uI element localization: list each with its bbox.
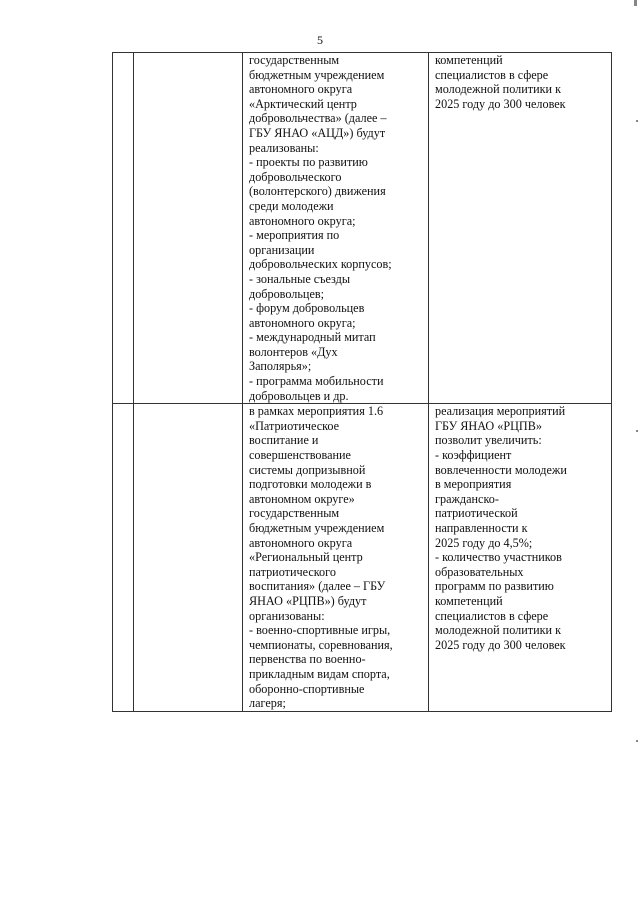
text-line: вовлеченности молодежи: [435, 462, 567, 477]
text-line: позволит увеличить:: [435, 433, 542, 448]
text-line: автономного округа;: [249, 213, 356, 228]
table-row: [113, 53, 612, 404]
text-line: автономном округе»: [249, 491, 355, 506]
text-line: - программа мобильности: [249, 374, 384, 389]
text-line: компетенций: [435, 593, 503, 608]
text-line: - количество участников: [435, 550, 562, 565]
text-line: - военно-спортивные игры,: [249, 623, 391, 638]
text-line: специалистов в сфере: [435, 608, 549, 623]
activity-text: [243, 53, 428, 403]
text-line: ГБУ ЯНАО «РЦПВ»: [435, 418, 542, 433]
page-number: 5: [317, 33, 323, 47]
text-line: программ по развитию: [435, 579, 554, 594]
text-line: Заполярья»;: [249, 359, 312, 374]
text-line: подготовки молодежи в: [249, 477, 372, 492]
text-line: добровольцев и др.: [249, 388, 349, 403]
text-line: организации: [249, 242, 315, 257]
text-line: «Патриотическое: [249, 418, 340, 433]
text-line: - зональные съезды: [249, 271, 351, 286]
text-line: воспитания» (далее – ГБУ: [249, 579, 386, 594]
text-line: патриотической: [435, 506, 518, 521]
scan-artifact: [636, 740, 638, 742]
text-line: добровольцев;: [249, 286, 324, 301]
text-line: гражданско-: [435, 491, 499, 506]
row-number-cell: [113, 404, 134, 711]
text-line: - проекты по развитию: [249, 155, 368, 170]
text-line: компетенций: [435, 53, 503, 67]
text-line: направленности к: [435, 521, 528, 535]
text-line: добровольческих корпусов;: [249, 257, 392, 272]
scan-artifact: [636, 430, 638, 432]
text-line: реализованы:: [249, 140, 319, 155]
text-line: государственным: [249, 506, 340, 521]
text-line: прикладным видам спорта,: [249, 666, 390, 681]
text-line: в мероприятия: [435, 477, 512, 492]
scan-artifact: [636, 120, 638, 122]
text-line: - международный митап: [249, 330, 376, 345]
text-line: волонтеров «Дух: [249, 344, 338, 359]
text-line: 2025 году до 300 человек: [435, 96, 566, 111]
task-cell: [134, 53, 243, 404]
result-text: [429, 53, 611, 111]
text-line: молодежной политики к: [435, 623, 562, 638]
text-line: «Региональный центр: [249, 550, 363, 565]
text-line: образовательных: [435, 564, 524, 579]
text-line: бюджетным учреждением: [249, 67, 385, 82]
program-table: [112, 52, 612, 712]
text-line: автономного округа: [249, 535, 353, 550]
scan-artifact: [634, 0, 637, 6]
text-line: оборонно-спортивные: [249, 681, 365, 696]
text-line: добровольчества» (далее –: [249, 111, 387, 126]
text-line: совершенствование: [249, 448, 351, 463]
text-line: добровольческого: [249, 169, 342, 184]
text-line: организованы:: [249, 608, 325, 623]
task-cell: [134, 404, 243, 711]
result-cell: [429, 53, 612, 404]
text-line: воспитание и: [249, 433, 319, 448]
text-line: автономного округа;: [249, 315, 356, 330]
text-line: 2025 году до 4,5%;: [435, 535, 533, 550]
text-line: среди молодежи: [249, 198, 334, 213]
text-line: бюджетным учреждением: [249, 521, 385, 535]
text-line: реализация мероприятий: [435, 404, 566, 419]
result-cell: [429, 404, 612, 711]
text-line: 2025 году до 300 человек: [435, 637, 566, 652]
text-line: специалистов в сфере: [435, 67, 549, 82]
result-text: [429, 404, 611, 652]
activity-text: [243, 404, 428, 710]
text-line: патриотического: [249, 564, 336, 579]
text-line: чемпионаты, соревнования,: [249, 637, 393, 652]
text-line: - мероприятия по: [249, 228, 340, 243]
text-line: лагеря;: [249, 696, 286, 711]
text-line: ЯНАО «РЦПВ») будут: [249, 593, 367, 608]
text-line: ГБУ ЯНАО «АЦД») будут: [249, 125, 386, 140]
text-line: молодежной политики к: [435, 82, 562, 97]
text-line: системы допризывной: [249, 462, 366, 477]
text-line: в рамках мероприятия 1.6: [249, 404, 384, 419]
text-line: - форум добровольцев: [249, 301, 365, 316]
text-line: «Арктический центр: [249, 96, 357, 111]
text-line: государственным: [249, 53, 340, 67]
text-line: (волонтерского) движения: [249, 184, 386, 199]
table-row: [113, 404, 612, 711]
text-line: первенства по военно-: [249, 652, 366, 667]
text-line: - коэффициент: [435, 448, 512, 463]
activity-cell: [243, 404, 429, 711]
activity-cell: [243, 53, 429, 404]
row-number-cell: [113, 53, 134, 404]
text-line: автономного округа: [249, 82, 353, 97]
